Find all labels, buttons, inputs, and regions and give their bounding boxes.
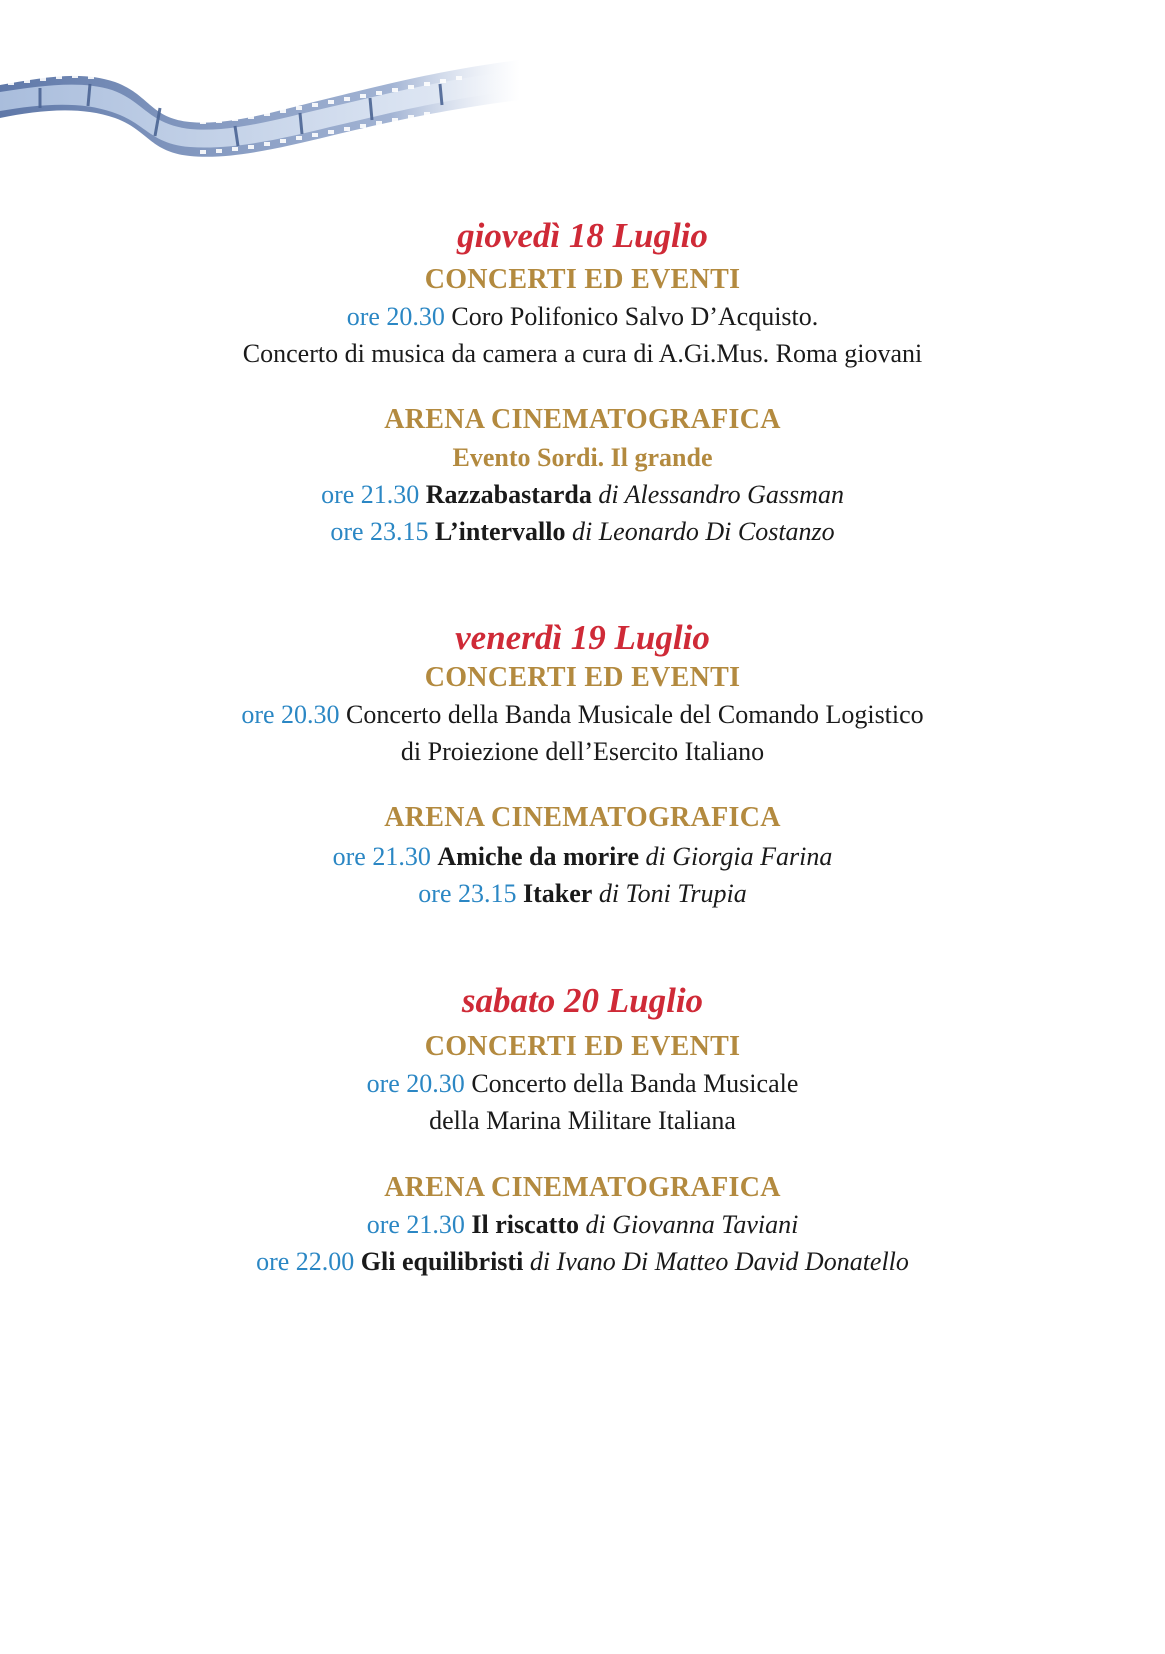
event-time: ore 20.30 (346, 302, 445, 331)
arena-heading: ARENA CINEMATOGRAFICA (384, 1172, 781, 1203)
event-time: ore 21.30 (321, 480, 420, 509)
film-title: Razzabastarda (425, 480, 592, 509)
event-time: ore 22.00 (256, 1247, 355, 1276)
event-time: ore 21.30 (366, 1210, 465, 1239)
film-line (0, 480, 1165, 510)
concert-line (0, 700, 1165, 730)
film-line (0, 879, 1165, 909)
film-author: di Toni Trupia (598, 879, 747, 908)
concert-line-continuation: di Proiezione dell’Esercito Italiano (400, 737, 765, 766)
concerts-heading: CONCERTI ED EVENTI (424, 264, 741, 295)
concert-line-continuation: della Marina Militare Italiana (429, 1106, 736, 1135)
concert-line (0, 1069, 1165, 1099)
film-line (0, 1247, 1165, 1277)
film-author: di Alessandro Gassman (598, 480, 844, 509)
event-time: ore 21.30 (332, 842, 431, 871)
day-title: giovedì 18 Luglio (457, 216, 708, 255)
film-title: Il riscatto (471, 1210, 579, 1239)
concert-description: Concerto della Banda Musicale del Comando Logistico (346, 700, 924, 729)
concert-description: Coro Polifonico Salvo D’Acquisto. (451, 302, 819, 331)
film-strip-icon (0, 40, 560, 160)
concert-description: Concerto della Banda Musicale (471, 1069, 799, 1098)
arena-heading: ARENA CINEMATOGRAFICA (384, 802, 781, 833)
event-time: ore 23.15 (330, 517, 429, 546)
film-author: di Giorgia Farina (645, 842, 833, 871)
event-time: ore 23.15 (418, 879, 517, 908)
film-author: di Giovanna Taviani (585, 1210, 799, 1239)
film-author: di Ivano Di Matteo David Donatello (529, 1247, 909, 1276)
arena-heading: ARENA CINEMATOGRAFICA (384, 404, 781, 435)
film-title: Gli equilibristi (360, 1247, 524, 1276)
concert-line-continuation: Concerto di musica da camera a cura di A.Gi.Mus. Roma giovani (242, 339, 923, 368)
concerts-heading: CONCERTI ED EVENTI (424, 1031, 741, 1062)
film-title: Itaker (522, 879, 593, 908)
film-author: di Leonardo Di Costanzo (572, 517, 835, 546)
film-title: Amiche da morire (437, 842, 640, 871)
arena-subheading: Evento Sordi. Il grande (452, 443, 713, 472)
concerts-heading: CONCERTI ED EVENTI (424, 662, 741, 693)
event-time: ore 20.30 (241, 700, 340, 729)
film-line (0, 1210, 1165, 1240)
film-title: L’intervallo (435, 517, 566, 546)
concert-line (0, 302, 1165, 332)
film-line (0, 517, 1165, 547)
day-title: sabato 20 Luglio (461, 981, 704, 1020)
day-title: venerdì 19 Luglio (455, 618, 710, 657)
event-time: ore 20.30 (366, 1069, 465, 1098)
film-line (0, 842, 1165, 872)
